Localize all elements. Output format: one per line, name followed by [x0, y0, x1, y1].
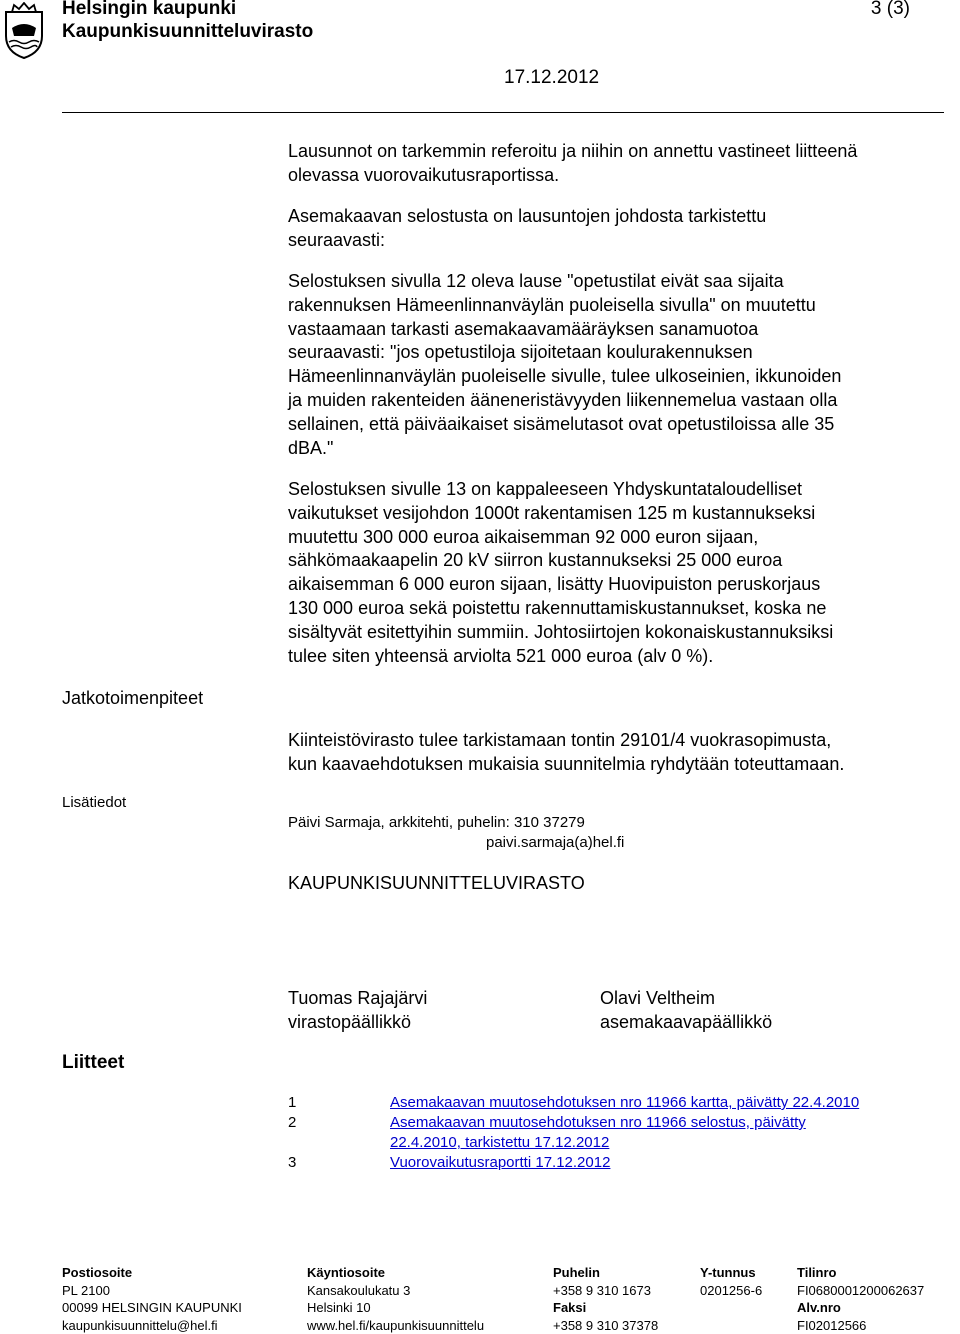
footer-text: FI02012566	[797, 1317, 924, 1334]
text-line: dBA."	[288, 437, 948, 461]
attachment-item	[288, 1153, 948, 1173]
attachment-link[interactable]: Asemakaavan muutosehdotuksen nro 11966 kartta, päivätty 22.4.2010	[390, 1093, 859, 1113]
paragraph-selostus-intro	[288, 205, 948, 253]
signer-2-name: Olavi Veltheim	[600, 986, 772, 1010]
liitteet-heading: Liitteet	[62, 1052, 124, 1074]
text-line: 130 000 euroa sekä poistettu rakennuttamiskustannukset, koska ne	[288, 597, 948, 621]
footer-heading: Tilinro	[797, 1264, 924, 1282]
signer-1	[288, 986, 427, 1034]
footer-heading: Y-tunnus	[700, 1264, 762, 1282]
paragraph-selostus-sivu13	[288, 478, 948, 668]
jatkotoimenpiteet-label: Jatkotoimenpiteet	[62, 688, 203, 709]
footer-heading: Alv.nro	[797, 1299, 924, 1317]
page-number: 3 (3)	[871, 0, 910, 20]
signer-2	[600, 986, 772, 1034]
organization-name: Helsingin kaupunki	[62, 0, 236, 20]
footer-heading: Postiosoite	[62, 1264, 242, 1282]
text-line: Selostuksen sivulla 12 oleva lause "opetustilat eivät saa sijaita	[288, 270, 948, 294]
footer-business-id	[700, 1264, 762, 1299]
footer-text: +358 9 310 1673	[553, 1282, 658, 1300]
attachment-item	[288, 1113, 948, 1153]
text-line: seuraavasti:	[288, 229, 948, 253]
helsinki-crest-logo	[2, 2, 46, 60]
attachment-link-continued[interactable]: 22.4.2010, tarkistettu 17.12.2012	[390, 1133, 609, 1153]
footer-text: PL 2100	[62, 1282, 242, 1300]
text-line: kun kaavaehdotuksen mukaisia suunnitelmia ryhdytään toteuttamaan.	[288, 753, 948, 777]
footer-text: Helsinki 10	[307, 1299, 484, 1317]
footer-heading: Faksi	[553, 1299, 658, 1317]
footer-heading: Puhelin	[553, 1264, 658, 1282]
text-line: vastaamaan tarkasti asemakaavamääräyksen sanamuotoa	[288, 318, 948, 342]
text-line: Selostuksen sivulle 13 on kappaleeseen Yhdyskuntataloudelliset	[288, 478, 948, 502]
paragraph-selostus-sivu12	[288, 270, 948, 460]
text-line: vaikutukset vesijohdon 1000t rakentamisen 125 m kustannukseksi	[288, 502, 948, 526]
signer-2-title: asemakaavapäällikkö	[600, 1010, 772, 1034]
text-line: sisältyvät esitettyihin summiin. Johtosiirtojen kokonaiskustannuksiksi	[288, 621, 948, 645]
text-line: rakennuksen Hämeenlinnanväylän puoleisella sivulla" on muutettu	[288, 294, 948, 318]
signer-1-title: virastopäällikkö	[288, 1010, 427, 1034]
footer-text: +358 9 310 37378	[553, 1317, 658, 1334]
text-line: Kiinteistövirasto tulee tarkistamaan tontin 29101/4 vuokrasopimusta,	[288, 729, 948, 753]
header-divider	[62, 112, 944, 113]
office-name: KAUPUNKISUUNNITTELUVIRASTO	[288, 871, 585, 895]
text-line: olevassa vuorovaikutusraportissa.	[288, 164, 948, 188]
contact-email: paivi.sarmaja(a)hel.fi	[486, 834, 624, 851]
attachment-item	[288, 1093, 948, 1113]
footer-account	[797, 1264, 924, 1334]
page-footer	[0, 1264, 960, 1332]
text-line: seuraavasti: "jos opetustiloja sijoitetaan koulurakennuksen	[288, 341, 948, 365]
attachment-number: 3	[288, 1153, 296, 1173]
footer-phone	[553, 1264, 658, 1334]
footer-text: Kansakoulukatu 3	[307, 1282, 484, 1300]
contact-person: Päivi Sarmaja, arkkitehti, puhelin: 310 37279	[288, 814, 585, 831]
jatkotoimenpiteet-text	[288, 729, 948, 777]
document-date: 17.12.2012	[504, 67, 599, 89]
attachment-link[interactable]: Asemakaavan muutosehdotuksen nro 11966 selostus, päivätty	[390, 1113, 806, 1133]
lisatiedot-label: Lisätiedot	[62, 794, 126, 811]
footer-text: FI0680001200062637	[797, 1282, 924, 1300]
text-line: sähkömaakaapelin 20 kV siirron kustannukseksi 25 000 euroa	[288, 549, 948, 573]
footer-email: kaupunkisuunnittelu@hel.fi	[62, 1317, 242, 1334]
text-line: Lausunnot on tarkemmin referoitu ja niihin on annettu vastineet liitteenä	[288, 140, 948, 164]
text-line: muutettu 300 000 euroa aikaisemman 92 000 euron sijaan,	[288, 526, 948, 550]
text-line: Asemakaavan selostusta on lausuntojen johdosta tarkistettu	[288, 205, 948, 229]
footer-visit	[307, 1264, 484, 1334]
text-line: tulee siten yhteensä arviolta 521 000 euroa (alv 0 %).	[288, 645, 948, 669]
attachment-link[interactable]: Vuorovaikutusraportti 17.12.2012	[390, 1153, 610, 1173]
footer-website: www.hel.fi/kaupunkisuunnittelu	[307, 1317, 484, 1334]
attachment-number: 2	[288, 1113, 296, 1133]
text-line: Hämeenlinnanväylän puoleiselle sivulle, tulee ulkoseinien, ikkunoiden	[288, 365, 948, 389]
text-line: aikaisemman 6 000 euron sijaan, lisätty Huovipuiston peruskorjaus	[288, 573, 948, 597]
paragraph-lausunnot	[288, 140, 948, 188]
department-name: Kaupunkisuunnitteluvirasto	[62, 21, 313, 43]
footer-postal	[62, 1264, 242, 1334]
signer-1-name: Tuomas Rajajärvi	[288, 986, 427, 1010]
attachment-number: 1	[288, 1093, 296, 1113]
text-line: ja muiden rakenteiden ääneneristävyyden liikennemelua vastaan olla	[288, 389, 948, 413]
footer-text: 0201256-6	[700, 1282, 762, 1300]
text-line: sellainen, että päiväaikaiset sisämelutasot ovat opetustiloissa alle 35	[288, 413, 948, 437]
footer-heading: Käyntiosoite	[307, 1264, 484, 1282]
footer-text: 00099 HELSINGIN KAUPUNKI	[62, 1299, 242, 1317]
